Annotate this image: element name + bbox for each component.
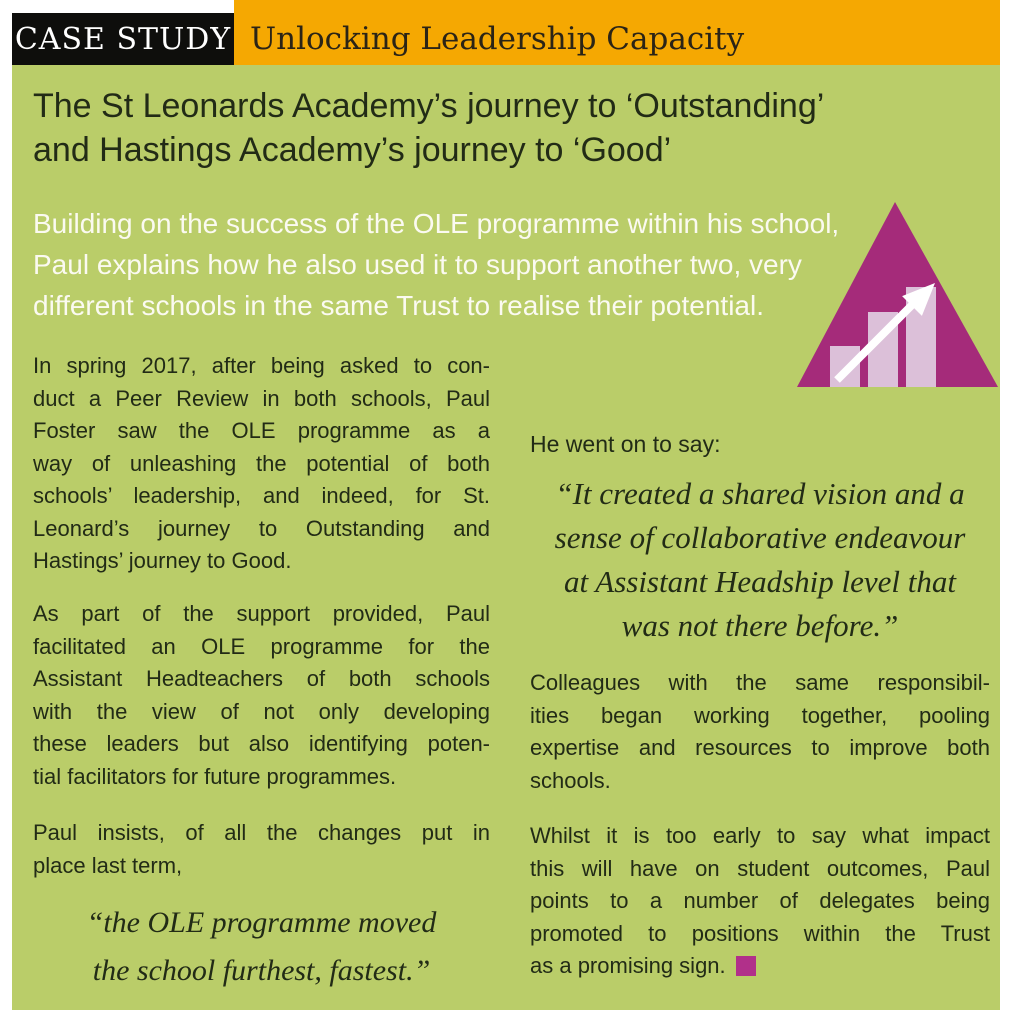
body-paragraph-1: In spring 2017, after being asked to con- duct a Peer Review in both schools, Paul Foster saw the OLE programme as a way of unleashing the potential of both schools’ leadership, and indeed, for St. Leonard’s journey to Outstanding and Hastings’ journey to Good. xyxy=(33,353,490,573)
article-intro: Building on the success of the OLE programme within his school, Paul explains how he also used it to support another two, very different schools in the same Trust to realise their potential. xyxy=(33,208,840,321)
closing-paragraph-last-line xyxy=(530,950,990,983)
pull-quote-right: “It created a shared vision and a sense of collaborative endeavour at Assistant Headship level that was not there before.” xyxy=(554,476,966,643)
case-study-badge-label: CASE STUDY xyxy=(14,21,232,57)
body-paragraph-3: Paul insists, of all the changes put in place last term, xyxy=(33,820,490,878)
end-marker-square xyxy=(736,956,756,976)
article-title: The St Leonards Academy’s journey to ‘Outstanding’ and Hastings Academy’s journey to ‘Good’ xyxy=(33,87,825,169)
closing-text: as a promising sign. xyxy=(530,953,726,978)
growth-triangle-graphic xyxy=(795,200,1000,390)
closing-paragraph-lines: Whilst it is too early to say what impact this will have on student outcomes, Paul points to a number of delegates being promoted to positions within the Trust xyxy=(530,823,990,946)
case-study-badge xyxy=(12,13,234,65)
header-bar xyxy=(234,0,1000,65)
pull-quote-left: “the OLE programme moved the school furthest, fastest.” xyxy=(86,906,437,987)
closing-paragraph xyxy=(530,820,990,983)
quote-lead-in: He went on to say: xyxy=(530,431,721,457)
body-paragraph-4: Colleagues with the same responsibil- ities began working together, pooling expertise and resources to improve both schools. xyxy=(530,670,990,793)
body-paragraph-2: As part of the support provided, Paul facilitated an OLE programme for the Assistant Headteachers of both schools with the view of not only developing these leaders but also identifying poten- tial facilitators for future programmes. xyxy=(33,601,490,789)
header-title: Unlocking Leadership Capacity xyxy=(250,21,745,57)
